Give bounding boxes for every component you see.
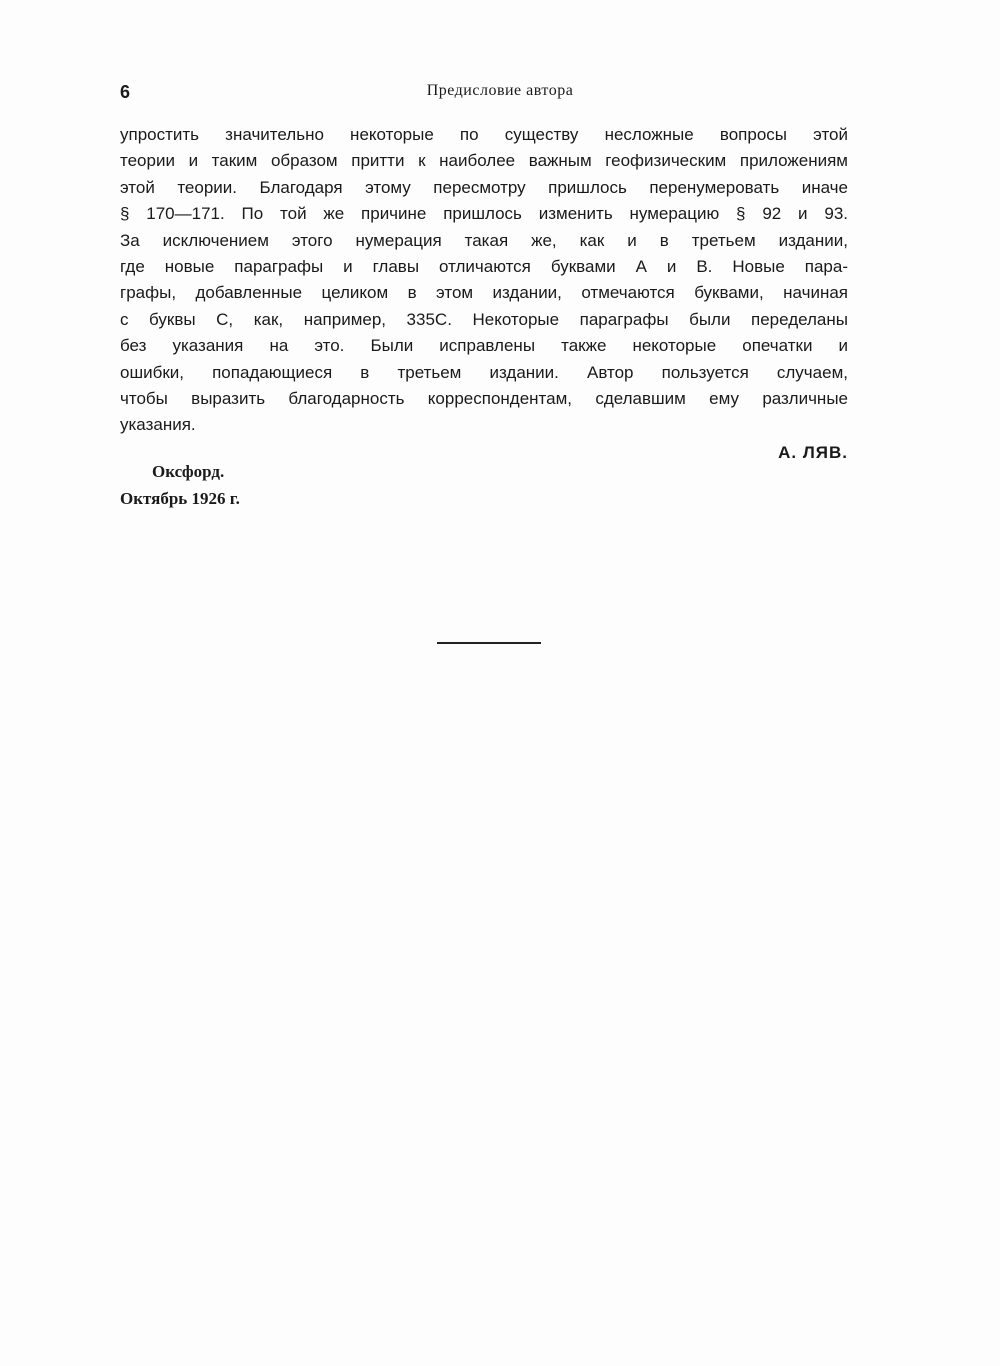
author-signature: А. ЛЯВ. xyxy=(778,443,848,462)
text-line: с буквы С, как, например, 335С. Некоторые параграфы были переделаны xyxy=(120,309,848,329)
text-line: без указания на это. Были исправлены также некоторые опечатки и xyxy=(120,336,848,356)
text-line: графы, добавленные целиком в этом издании, отмечаются буквами, начиная xyxy=(120,283,848,303)
text-line: указания. xyxy=(120,415,196,435)
section-divider xyxy=(437,642,541,644)
text-line: ошибки, попадающиеся в третьем издании. Автор пользуется случаем, xyxy=(120,362,848,382)
text-line: чтобы выразить благодарность корреспондентам, сделавшим ему различные xyxy=(120,388,848,408)
date: Октябрь 1926 г. xyxy=(120,489,240,508)
place: Оксфорд. xyxy=(152,462,225,481)
preface-body xyxy=(120,122,848,439)
text-line: этой теории. Благодаря этому пересмотру пришлось перенумеровать иначе xyxy=(120,177,848,197)
text-line: теории и таким образом притти к наиболее важным геофизическим приложениям xyxy=(120,151,848,171)
page-number: 6 xyxy=(120,82,131,102)
text-line: упростить значительно некоторые по существу несложные вопросы этой xyxy=(120,125,848,144)
text-line: где новые параграфы и главы отличаются буквами А и В. Новые пара- xyxy=(120,256,848,276)
text-line: § 170—171. По той же причине пришлось изменить нумерацию § 92 и 93. xyxy=(120,204,848,224)
running-head: Предисловие автора xyxy=(426,82,574,99)
text-line: За исключением этого нумерация такая же, как и в третьем издании, xyxy=(120,230,848,250)
